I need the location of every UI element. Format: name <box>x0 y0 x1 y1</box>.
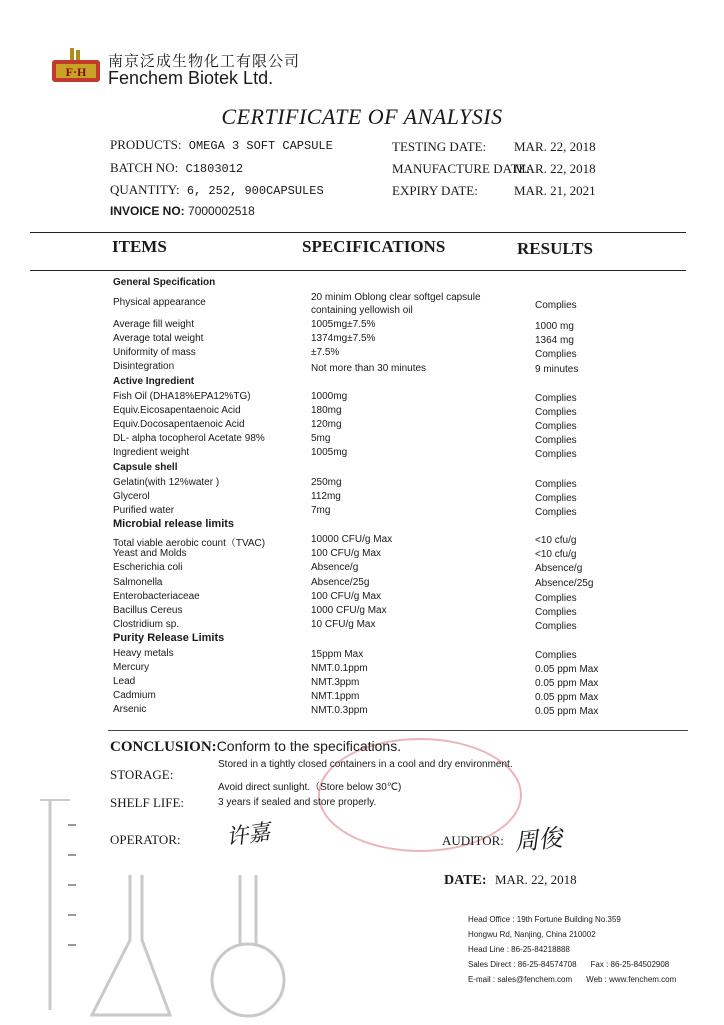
row-item: Fish Oil (DHA18%EPA12%TG) <box>113 391 251 402</box>
row-result: 0.05 ppm Max <box>535 692 599 703</box>
table-row <box>113 704 633 718</box>
row-spec: 112mg <box>311 491 341 502</box>
row-spec: 1000mg <box>311 391 348 402</box>
row-result: 0.05 ppm Max <box>535 678 599 689</box>
row-spec: ±7.5% <box>311 347 340 358</box>
row-result: Complies <box>535 650 577 661</box>
row-spec: Absence/25g <box>311 577 370 588</box>
expiry-date-value: MAR. 21, 2021 <box>514 183 596 198</box>
products-label: PRODUCTS: <box>110 137 182 152</box>
svg-text:F·H: F·H <box>65 65 87 79</box>
table-row <box>113 447 633 461</box>
row-spec: 1000 CFU/g Max <box>311 605 387 616</box>
row-result: 1000 mg <box>535 321 574 332</box>
column-items: ITEMS <box>112 237 167 256</box>
expiry-date-label: EXPIRY DATE: <box>392 183 478 198</box>
operator-signature: 许嘉 <box>224 819 272 850</box>
row-item: Average fill weight <box>113 319 194 330</box>
row-spec-line2: containing yellowish oil <box>311 305 413 316</box>
row-spec: 250mg <box>311 477 342 488</box>
auditor-signature: 周俊 <box>513 825 564 857</box>
column-results: RESULTS <box>517 239 593 258</box>
row-spec: 5mg <box>311 433 331 444</box>
row-item: DL- alpha tocopherol Acetate 98% <box>113 433 265 444</box>
row-item: Disintegration <box>113 361 175 372</box>
table-row <box>113 391 633 405</box>
table-row <box>113 347 633 361</box>
storage-label: STORAGE: <box>110 767 174 782</box>
table-row <box>113 333 633 347</box>
table-row <box>113 405 633 419</box>
date-field <box>444 871 577 889</box>
batch-value: C1803012 <box>185 162 244 176</box>
table-row <box>113 676 633 690</box>
table-row <box>113 361 633 375</box>
date-label: DATE: <box>444 873 487 888</box>
table-row <box>113 505 633 519</box>
row-item: Heavy metals <box>113 648 174 659</box>
row-result: Complies <box>535 300 577 311</box>
row-spec: 100 CFU/g Max <box>311 548 382 559</box>
row-item: Clostridium sp. <box>113 619 180 630</box>
row-result: Complies <box>535 607 577 618</box>
row-spec: 180mg <box>311 405 342 416</box>
row-result: Complies <box>535 407 577 418</box>
row-item: Physical appearance <box>113 297 206 308</box>
section-active: Active Ingredient <box>113 376 195 387</box>
row-result: Complies <box>535 621 577 632</box>
row-result: 0.05 ppm Max <box>535 706 599 717</box>
invoice-value: 7000002518 <box>188 204 255 218</box>
manufacture-date-label: MANUFACTURE DATE: <box>392 161 531 176</box>
row-spec: Absence/g <box>311 562 359 573</box>
section-general: General Specification <box>113 277 216 288</box>
company-name-cn: 南京泛成生物化工有限公司 <box>108 53 301 70</box>
storage-line1: Stored in a tightly closed containers in a cool and dry environment. <box>218 759 513 770</box>
section-capsule: Capsule shell <box>113 462 178 473</box>
conclusion-line <box>110 738 401 756</box>
row-result: <10 cfu/g <box>535 535 577 546</box>
table-row <box>113 292 633 318</box>
table-row <box>113 433 633 447</box>
row-result: Absence/g <box>535 563 583 574</box>
row-item: Enterobacteriaceae <box>113 591 200 602</box>
section-microbial: Microbial release limits <box>113 518 235 530</box>
operator-label: OPERATOR: <box>110 832 181 847</box>
table-row <box>113 548 633 562</box>
head-office-line2: Hongwu Rd, Nanjing, China 210002 <box>468 930 596 939</box>
row-result: 0.05 ppm Max <box>535 664 599 675</box>
lab-glassware-watermark <box>30 780 310 1020</box>
table-bottom-rule <box>108 730 688 731</box>
table-header-rule <box>30 270 686 271</box>
products-field <box>110 137 333 153</box>
auditor-label: AUDITOR: <box>442 833 504 848</box>
fax: Fax : 86-25-84502908 <box>590 960 670 969</box>
row-result: Complies <box>535 435 577 446</box>
date-value: MAR. 22, 2018 <box>494 872 577 887</box>
row-result: Complies <box>535 449 577 460</box>
manufacture-date-value: MAR. 22, 2018 <box>514 161 596 176</box>
invoice-field <box>110 204 255 218</box>
row-spec: 7mg <box>311 505 331 516</box>
table-row <box>113 648 633 662</box>
company-name-en: Fenchem Biotek Ltd. <box>108 68 274 88</box>
shelf-life-label: SHELF LIFE: <box>110 795 185 810</box>
table-row <box>113 591 633 605</box>
table-row <box>113 577 633 591</box>
row-spec: NMT.0.3ppm <box>311 705 368 716</box>
row-item: Yeast and Molds <box>113 548 187 559</box>
row-spec: 20 minim Oblong clear softgel capsule <box>311 292 481 303</box>
row-spec: 120mg <box>311 419 342 430</box>
head-office-line1: Head Office : 19th Fortune Building No.359 <box>468 915 621 924</box>
row-spec: 100 CFU/g Max <box>311 591 382 602</box>
head-line: Head Line : 86-25-84218888 <box>468 945 570 954</box>
storage-line2: Avoid direct sunlight.（Store below 30℃) <box>218 782 402 793</box>
row-spec: 10000 CFU/g Max <box>311 534 393 545</box>
row-spec: NMT.0.1ppm <box>311 663 368 674</box>
table-row <box>113 662 633 676</box>
quantity-value: 6, 252, 900CAPSULES <box>186 184 324 198</box>
batch-label: BATCH NO: <box>110 160 179 175</box>
table-top-rule <box>30 232 686 233</box>
row-item: Lead <box>113 676 136 687</box>
row-spec: 1005mg <box>311 447 348 458</box>
table-row <box>113 690 633 704</box>
table-row <box>113 477 633 491</box>
conclusion-label: CONCLUSION: <box>110 739 217 755</box>
products-value: OMEGA 3 SOFT CAPSULE <box>188 139 333 153</box>
column-specifications: SPECIFICATIONS <box>302 237 446 256</box>
table-row <box>113 619 633 633</box>
row-item: Total viable aerobic count（TVAC) <box>113 538 266 549</box>
row-result: 9 minutes <box>535 364 579 375</box>
invoice-label: INVOICE NO: <box>110 204 185 218</box>
quantity-label: QUANTITY: <box>110 182 180 197</box>
section-purity: Purity Release Limits <box>113 632 225 644</box>
sales-direct: Sales Direct : 86-25-84574708 <box>468 960 577 969</box>
testing-date-label: TESTING DATE: <box>392 139 487 154</box>
row-spec: 15ppm Max <box>311 649 364 660</box>
row-result: Complies <box>535 593 577 604</box>
row-item: Ingredient weight <box>113 447 190 458</box>
website: Web : www.fenchem.com <box>586 975 677 984</box>
table-row <box>113 491 633 505</box>
row-result: Complies <box>535 493 577 504</box>
company-logo <box>50 48 102 84</box>
row-item: Equiv.Docosapentaenoic Acid <box>113 419 245 430</box>
table-row <box>113 605 633 619</box>
row-item: Uniformity of mass <box>113 347 196 358</box>
row-item: Cadmium <box>113 690 156 701</box>
row-result: Complies <box>535 393 577 404</box>
sales-fax-line <box>468 957 708 972</box>
table-row <box>113 319 633 333</box>
row-spec: NMT.1ppm <box>311 691 360 702</box>
row-result: Complies <box>535 349 577 360</box>
row-spec: 1374mg±7.5% <box>311 333 376 344</box>
testing-date-value: MAR. 22, 2018 <box>514 139 596 154</box>
row-item: Salmonella <box>113 577 163 588</box>
contact-block <box>468 912 708 987</box>
table-row <box>113 534 633 548</box>
batch-field <box>110 160 243 176</box>
row-item: Glycerol <box>113 491 150 502</box>
row-result: Complies <box>535 479 577 490</box>
row-item: Escherichia coli <box>113 562 183 573</box>
document-title: CERTIFICATE OF ANALYSIS <box>221 104 503 129</box>
row-item: Average total weight <box>113 333 204 344</box>
row-item: Arsenic <box>113 704 147 715</box>
table-row <box>113 562 633 576</box>
row-result: Complies <box>535 507 577 518</box>
quantity-field <box>110 182 324 198</box>
row-spec: 10 CFU/g Max <box>311 619 376 630</box>
row-spec: 1005mg±7.5% <box>311 319 376 330</box>
row-spec: Not more than 30 minutes <box>311 363 427 374</box>
row-item: Equiv.Eicosapentaenoic Acid <box>113 405 241 416</box>
row-result: Complies <box>535 421 577 432</box>
row-result: 1364 mg <box>535 335 574 346</box>
row-item: Bacillus Cereus <box>113 605 183 616</box>
row-spec: NMT.3ppm <box>311 677 360 688</box>
row-item: Mercury <box>113 662 150 673</box>
row-item: Purified water <box>113 505 175 516</box>
email: E-mail : sales@fenchem.com <box>468 975 573 984</box>
conclusion-text: Conform to the specifications. <box>216 738 402 754</box>
shelf-life-text: 3 years if sealed and store properly. <box>218 797 377 808</box>
row-result: Absence/25g <box>535 578 594 589</box>
row-item: Gelatin(with 12%water ) <box>113 477 220 488</box>
table-row <box>113 419 633 433</box>
row-result: <10 cfu/g <box>535 549 577 560</box>
email-web-line <box>468 972 708 987</box>
